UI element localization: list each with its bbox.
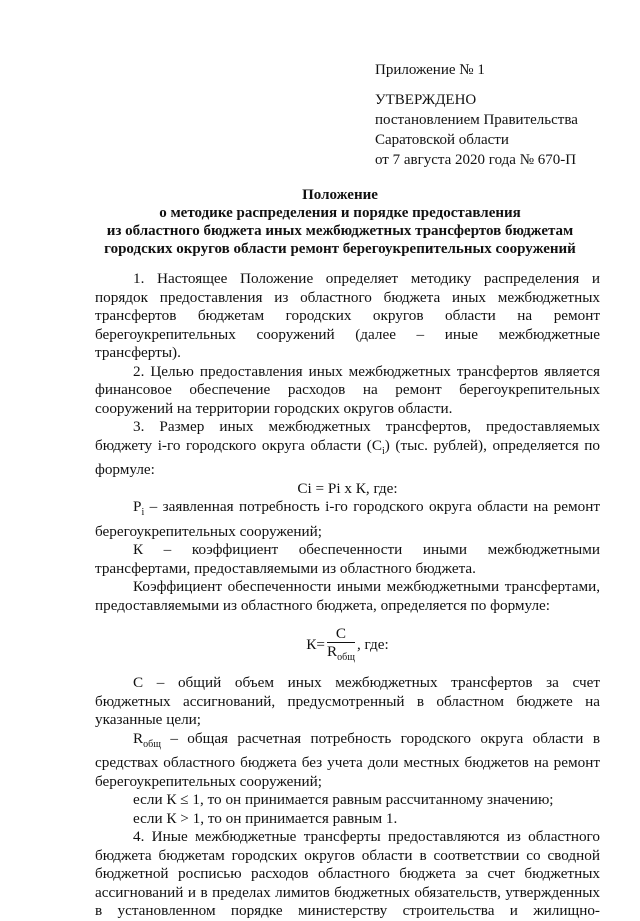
document-title [95, 186, 585, 258]
paragraph-1: 1. Настоящее Положение определяет методику распределения и порядок предоставления из областного бюджета иных межбюджетных трансфертов бюджетам городских округов области на ремонт берегоукрепительных сооружений (далее – иные межбюджетные трансферты). [95, 270, 600, 361]
title-line: о методике распределения и порядке предоставления [159, 205, 521, 221]
title-line: Положение [302, 187, 378, 203]
fraction [327, 625, 355, 666]
subscript: общ [337, 652, 355, 664]
definition-r [95, 730, 600, 792]
coefficient-intro: Коэффициент обеспеченности иными межбюджетными трансфертами, предоставляемыми из областного бюджета, определяется по формуле: [95, 578, 600, 614]
fraction-denominator [327, 643, 355, 666]
formula-tail: , где: [356, 636, 389, 654]
paragraph-3 [95, 418, 600, 480]
title-line: из областного бюджета иных межбюджетных трансфертов бюджетам [106, 223, 574, 239]
definition-k: К – коэффициент обеспеченности иными межбюджетными трансфертами, предоставляемыми из областного бюджета. [95, 541, 600, 577]
definition-text: – общая расчетная потребность городского округа области в средствах областного бюджета без учета доли местных бюджетов на ремонт берегоукрепительных сооружений; [95, 729, 600, 790]
title-line: городских округов области ремонт берегоукрепительных сооружений [104, 241, 576, 257]
paragraph-3-end: ) (тыс. рублей), определяется по формуле: [95, 436, 600, 479]
paragraph-4: 4. Иные межбюджетные трансферты предоставляются из областного бюджета бюджетам городских округов области в соответствии со сводной бюджетной росписью расходов областного бюджета за счет бюджетных ассигнований и в пределах лимитов бюджетных обязательств, утвержденных в установленном порядке министерству строительства и жилищно- [95, 828, 600, 920]
definition-text: – заявленная потребность i-го городского округа области на ремонт берегоукрепительных сооружений; [95, 498, 600, 540]
subscript: i [382, 445, 385, 457]
symbol: P [133, 498, 142, 516]
symbol: R [327, 643, 338, 661]
formula-k [95, 625, 600, 666]
fraction-numerator: С [327, 625, 355, 643]
document-body [95, 270, 600, 921]
subscript: i [141, 507, 145, 519]
approval-line: постановлением Правительства [375, 112, 578, 128]
approved-label: УТВЕРЖДЕНО [375, 92, 477, 108]
approval-block [375, 60, 578, 170]
annex-number: Приложение № 1 [375, 62, 485, 78]
condition-1: если К ≤ 1, то он принимается равным рассчитанному значению; [133, 791, 554, 809]
subscript: общ [143, 738, 161, 750]
definition-pi [95, 498, 600, 541]
definition-c: С – общий объем иных межбюджетных трансфертов за счет бюджетных ассигнований, предусмотренный в областном бюджете на указанные цели; [95, 674, 600, 729]
paragraph-3-text: 3. Размер иных межбюджетных трансфертов, предоставляемых бюджету i-го городского округа области (C [95, 418, 600, 454]
formula-lhs: К= [306, 636, 325, 654]
approval-date: от 7 августа 2020 года № 670-П [375, 152, 577, 168]
formula-ci: Ci = Pi х К, где: [297, 479, 398, 497]
approval-line: Саратовской области [375, 132, 509, 148]
paragraph-2: 2. Целью предоставления иных межбюджетных трансфертов является финансовое обеспечение расходов на ремонт берегоукрепительных сооружений на территории городских округов области. [95, 362, 600, 417]
symbol: R [133, 729, 144, 747]
condition-2: если К > 1, то он принимается равным 1. [133, 809, 398, 827]
